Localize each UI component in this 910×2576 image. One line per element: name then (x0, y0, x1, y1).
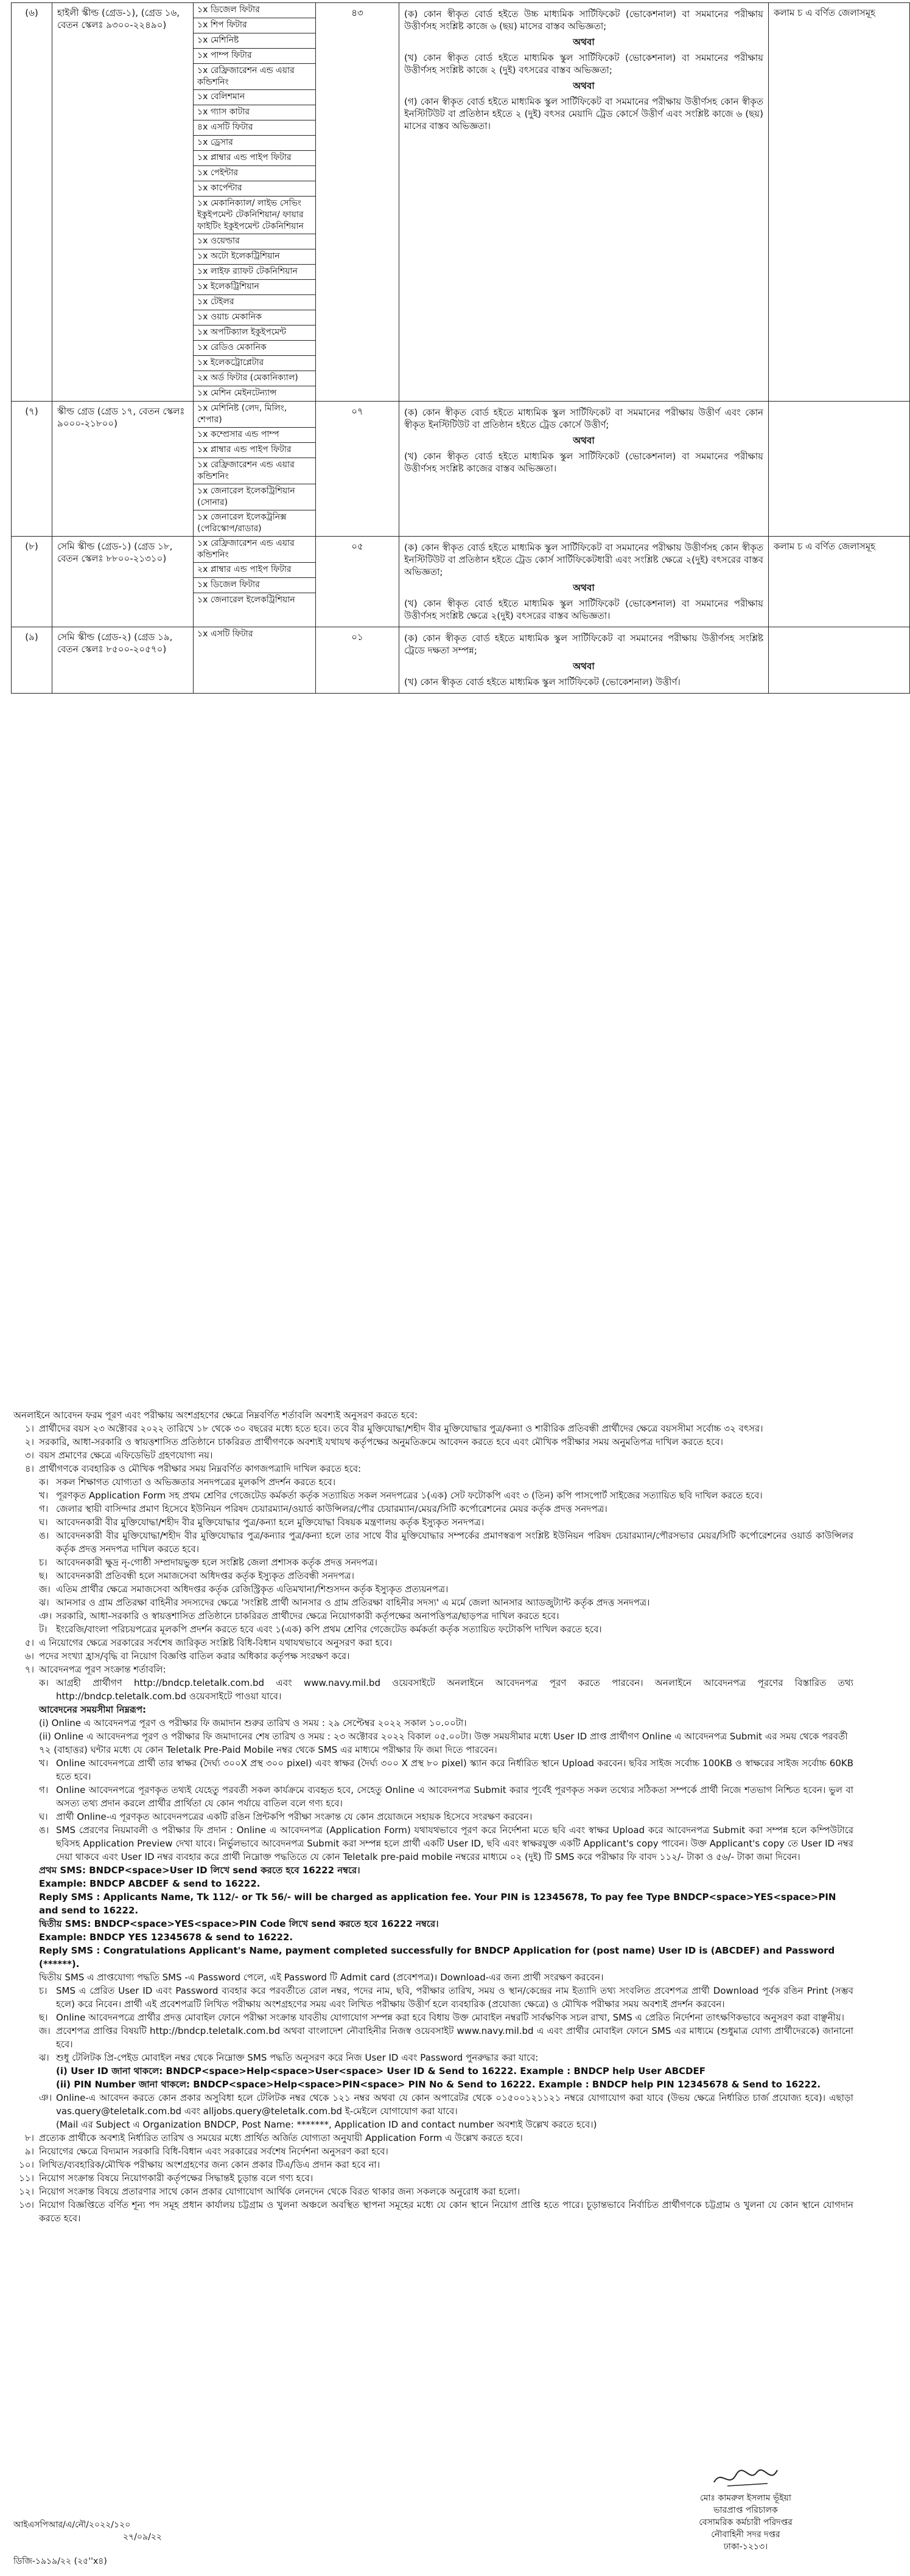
condition-item (39, 1502, 853, 1516)
signatory-office: বেসামরিক কর্মচারী পরিদপ্তর (699, 2518, 793, 2527)
trade-item: ১x রেফ্রিজারেশন এন্ড এয়ার কন্ডিশনিং (194, 537, 315, 563)
trade-item: ১x ডিজেল ফিটার (194, 3, 315, 18)
condition-text: সকল শিক্ষাগত যোগ্যতা ও অভিজ্ঞতার সনদপত্রের মূলকপি প্রদর্শন করতে হবে। (56, 1477, 336, 1488)
condition-item (39, 1475, 853, 1489)
qualification (399, 402, 769, 537)
sms-point: SMS এ প্রেরিত User ID এবং Password ব্যবহার করে পরবর্তীতে রোল নম্বর, পদের নাম, ছবি, পরীক্ষার তারিখ, সময় ও স্থান/কেন্দ্রের নাম ইত্যাদি তথ্য সংবলিত প্রবেশপত্র প্রার্থী Download পূর্বক রঙিন Print (সম্ভব হলে) করে নিবেন। প্রার্থী এই প্রবেশপত্রটি লিখিত পরীক্ষায় অংশগ্রহণের সময় এবং লিখিত পরীক্ষায় উত্তীর্ণ হলে ব্যবহারিক (প্রযোজ্য ক্ষেত্রে) ও মৌখিক পরীক্ষার সময় অবশ্যই প্রদর্শন করবেন। (56, 1985, 853, 2010)
trade-item: ১x ইলেকট্রোপ্লেটার (194, 356, 315, 371)
trade-item: ১x বেলিশমান (194, 90, 315, 105)
condition-text: সরকারি, আধা-সরকারি ও স্বায়ত্তশাসিত প্রতিষ্ঠানে চাকরিরত প্রার্থীদের ক্ষেত্রে নিয়োগকারী কর্তৃপক্ষের অনাপত্তিপত্র/ছাড়পত্র দাখিল করতে হবে। (56, 1610, 559, 1621)
condition-item (39, 1529, 853, 1556)
condition-text: জেলার স্থায়ী বাসিন্দার প্রমাণ হিসেবে ইউনিয়ন পরিষদ চেয়ারম্যান/ওয়ার্ড কাউন্সিলর/পৌর চেয়ারম্যান/মেয়র/সিটি কর্পোরেশনের মেয়র কর্তৃক প্রদত্ত সনদপত্র। (56, 1503, 607, 1514)
condition-text: এ নিয়োগের ক্ষেত্রে সরকারের সর্বশেষ জারিকৃত সংশ্লিষ্ট বিধি-বিধান যথাযথভাবে অনুসরণ করা হবে। (39, 1637, 393, 1648)
qualification-or: অথবা (573, 582, 595, 593)
qualification-item: (খ) কোন স্বীকৃত বোর্ড হইতে মাধ্যমিক স্কুল সার্টিফিকেট (ভোকেশনাল) বা সমমানের পরীক্ষায় উত্তীর্ণসহ সংশ্লিষ্ট ক্ষেত্রে ২(দুই) বৎসরের বাস্তব অভিজ্ঞতা। (404, 598, 763, 621)
footer-references (13, 2519, 162, 2567)
condition-text: সরকারি, আধা-সরকারি ও স্বায়ত্তশাসিত প্রতিষ্ঠানে চাকরিরত প্রার্থীগণকে অবশ্যই যথাযথ কর্তৃপক্ষের অনুমতিক্রমে আবেদন করতে হবে এবং মৌখিক পরীক্ষার সময় অনুমতিপত্র দাখিল করতে হবে। (39, 1436, 724, 1447)
condition-text: প্রার্থীগণকে ব্যবহারিক ও মৌখিক পরীক্ষার সময় নিম্নবর্ণিত কাগজপত্রাদি দাখিল করতে হবে: (39, 1463, 362, 1474)
post-quantity: ৪৩ (316, 3, 399, 402)
condition-text: প্রার্থীদের বয়স ২৩ অক্টোবর ২০২২ তারিখে ১৮ থেকে ৩০ বছরের মধ্যে হতে হবে। তবে বীর মুক্তিযোদ্ধা/শহীদ বীর মুক্তিযোদ্ধার পুত্র/কন্যা ও শারীরিক প্রতিবন্ধী প্রার্থীদের ক্ষেত্রে বয়সসীমা সর্বোচ্চ ৩২ বৎসর। (39, 1423, 763, 1434)
condition-item (13, 1462, 853, 1475)
condition-text: নিয়োগের ক্ষেত্রে বিদ্যমান সরকারি বিধি-বিধান এবং সরকারের সর্বশেষ নির্দেশনা অনুসরণ করা হবে। (39, 2146, 388, 2157)
condition-item (13, 1649, 853, 1663)
condition-item (13, 1422, 853, 1435)
trade-item: ১x মেকানিক্যাল/ লাইভ সেভিং ইকুইপমেন্ট টেকনিশিয়ান/ ফায়ার ফাইটিং ইকুইপমেন্ট টেকনিশিয়ান (194, 197, 315, 234)
after-sms-text: দ্বিতীয় SMS এ প্রাপ্তযোগ্য পদ্ধতি SMS -এ Password পেলে, এই Password টি Admit card (প্রবেশপত্র)। Download-এর জন্য প্রার্থী সংরক্ষণ করবেন। (39, 1972, 604, 1983)
condition-item (39, 1489, 853, 1502)
post-quantity: ০৭ (316, 402, 399, 537)
condition-item (13, 1435, 853, 1449)
trade-item: ১x টেইলর (194, 295, 315, 310)
condition-text: এতিম প্রার্থীর ক্ষেত্রে সমাজসেবা অধিদপ্তর কর্তৃক রেজিস্ট্রিকৃত এতিমখানা/শিশুসদন কর্তৃক ইস্যুকৃত প্রত্যয়নপত্র। (56, 1584, 449, 1595)
condition-text: ইংরেজি/বাংলা পরিচয়পত্রের মূলকপি প্রদর্শন করতে হবে এবং ১(এক) কপি প্রথম শ্রেণির গেজেটেড কর্মকর্তা কর্তৃক সত্যায়িত ফটোকপি দাখিল করতে হবে। (56, 1624, 602, 1635)
conditions-section (13, 1408, 853, 2225)
condition-number: জ। (39, 1584, 51, 1595)
post-name: স্কীল্ড গ্রেড (গ্রেড ১৭, বেতন স্কেলঃ ৯০০০-২১৮০০) (52, 402, 194, 537)
condition-item (13, 2185, 853, 2198)
qualification-item: (ক) কোন স্বীকৃত বোর্ড হইতে মাধ্যমিক স্কুল সার্টিফিকেট বা সমমানের পরীক্ষায় উত্তীর্ণসহ কোন স্বীকৃত ইনস্টিটিউট বা প্রতিষ্ঠান হইতে ট্রেড কোর্স সার্টিফিকেটধারী এবং সংশ্লিষ্ট ক্ষেত্রে ২(দুই) বৎসরের বাস্তব অভিজ্ঞতা; (404, 542, 763, 577)
condition-item (13, 1636, 853, 1649)
sms-point: Online আবেদনপত্রে প্রার্থীর প্রদত্ত মোবাইল ফোনে পরীক্ষা সংক্রান্ত যাবতীয় যোগাযোগ সম্পন্ন করা হবে বিধায় উক্ত মোবাইল নম্বরটি সার্বক্ষণিক সচল রাখা, SMS এ প্রেরিত নির্দেশনা তাৎক্ষণিকভাবে অনুসরণ করা বাঞ্ছনীয়। (56, 2012, 845, 2023)
posts-table (11, 2, 910, 694)
condition-number: ১। (24, 1423, 34, 1434)
post-name: সেমি স্কীল্ড (গ্রেড-১) (গ্রেড ১৮, বেতন স্কেলঃ ৮৮০০-২১৩১০) (52, 537, 194, 627)
second-sms-format: দ্বিতীয় SMS: BNDCP<space>YES<space>PIN Code লিখে send করতে হবে 16222 নম্বরে। (39, 1918, 439, 1929)
trade-item: ২x অর্ড ফিটার (মেকানিক্যাল) (194, 371, 315, 386)
memo-number: আইএসপিআর/এ/নৌ/২০২২/১২০ (13, 2520, 131, 2530)
first-sms-format: প্রথম SMS: BNDCP<space>User ID লিখে send করতে হবে 16222 নম্বরে। (39, 1865, 360, 1876)
condition-number: ১৩। (19, 2199, 34, 2210)
sms-instructions: প্রথম SMS: BNDCP<space>User ID লিখে send করতে হবে 16222 নম্বরে। Example: BNDCP ABCDEF & send to 16222. Reply SMS : Applicants Name, Tk 112/- or Tk 56/- will be charged as application fee. Your PIN is 12345678, To pay fee Type BNDCP<space>YES<space>PIN and send to 16222. দ্বিতীয় SMS: BNDCP<space>YES<space>PIN Code লিখে send করতে হবে 16222 নম্বরে। Example: BNDCP YES 12345678 & send to 16222. Reply SMS : Congratulations Applicant's Name, payment completed successfully for BNDCP Application for (post name) User ID is (ABCDEF) and Password (******). দ্বিতীয় SMS এ প্রাপ্তযোগ্য পদ্ধতি SMS -এ Password পেলে, এই Password টি Admit card (প্রবেশপত্র)। Download-এর জন্য প্রার্থী সংরক্ষণ করবেন। চ। SMS এ প্রেরিত User ID এবং Password ব্যবহার করে পরবর্তীতে রোল নম্বর, পদের নাম, ছবি, পরীক্ষার তারিখ, সময় ও স্থান/কেন্দ্রের নাম ইত্যাদি তথ্য সংবলিত প্রবেশপত্র প্রার্থী Download পূর্বক রঙিন Print (সম্ভব হলে) করে নিবেন। প্রার্থী এই প্রবেশপত্রটি লিখিত পরীক্ষায় অংশগ্রহণের সময় এবং লিখিত পরীক্ষায় উত্তীর্ণ হলে ব্যবহারিক (প্রযোজ্য ক্ষেত্রে) ও মৌখিক পরীক্ষার সময় অবশ্যই প্রদর্শন করবেন। ছ। Online আবেদনপত্রে প্রার্থীর প্রদত্ত মোবাইল ফোনে পরীক্ষা সংক্রান্ত যাবতীয় যোগাযোগ সম্পন্ন করা হবে বিধায় উক্ত মোবাইল নম্বরটি সার্বক্ষণিক সচল রাখা, SMS এ প্রেরিত নির্দেশনা তাৎক্ষণিকভাবে অনুসরণ করা বাঞ্ছনীয়। জ। প্রবেশপত্র প্রাপ্তির বিষয়টি http://bndcp.teletalk.com.bd অথবা বাংলাদেশ নৌবাহিনীর নিজস্ব ওয়েবসাইট www.navy.mil.bd এ এবং প্রার্থীর মোবাইল ফোনে SMS এর মাধ্যমে (শুধুমাত্র যোগ্য প্রার্থীদেরকে) জানানো হবে। ঝ। শুধু টেলিটক প্রি-পেইড মোবাইল নম্বর থেকে নিম্নোক্ত SMS পদ্ধতি অনুসরণ করে নিজ User ID এবং Password পুনরুদ্ধার করা যাবে: (i) User ID জানা থাকলে: BNDCP<space>Help<space>User<space> User ID & Send to 16222. Example : BNDCP help User ABCDEF (ii) PIN Number জানা থাকলে: BNDCP<space>Help<space>PIN<space> PIN No & Send to 16222. Example : BNDCP help PIN 12345678 & Send to 16222. ঞ। Online-এ আবেদন করতে কোন প্রকার অসুবিধা হলে টেলিটক নম্বর থেকে ১২১ নম্বর অথবা যে কোন অপারেটর থেকে ০১৫০০১২১১২১ নম্বরে যোগাযোগ করা যাবে (উভয় ক্ষেত্রে নির্ধারিত চার্জ প্রযোজ্য হবে)। এছাড়া vas.query@teletalk.com.bd এবং alljobs.query@teletalk.com.bd ই-মেইলে যোগাযোগ করা যাবে। (Mail এর Subject এ Organization BNDCP, Post Name: *******, Application ID and contact number অবশ্যই উল্লেখ করতে হবে।) (39, 1865, 853, 2130)
second-sms-reply: Reply SMS : Congratulations Applicant's Name, payment completed successfully for BNDCP Application for (post name) User ID is (ABCDEF) and Password (******). (39, 1945, 835, 1969)
trade-item: ১x কম্প্রেসার এন্ড পাম্প (194, 428, 315, 443)
condition-number: ১২। (19, 2186, 34, 2197)
condition-item (13, 2198, 853, 2225)
online-ka: আগ্রহী প্রার্থীগণ http://bndcp.teletalk.com.bd এবং www.navy.mil.bd ওয়েবসাইটে অনলাইনে আবেদনপত্র পূরণ করতে পারবেন। অনলাইনে আবেদনপত্র পূরণের বিস্তারিত তথ্য http://bndcp.teletalk.com.bd ওয়েবসাইটে পাওয়া যাবে। (56, 1677, 853, 1702)
condition-number: ৮। (24, 2132, 34, 2143)
qualification-item: (ক) কোন স্বীকৃত বোর্ড হইতে উচ্চ মাধ্যমিক সার্টিফিকেট (ভোকেশনাল) বা সমমানের পরীক্ষায় উত্তীর্ণসহ সংশ্লিষ্ট কাজে ৬ (ছয়) মাসের বাস্তব অভিজ্ঞতা; (404, 9, 763, 32)
condition-text: আনসার ও গ্রাম প্রতিরক্ষা বাহিনীর সদস্যদের ক্ষেত্রে 'সংশ্লিষ্ট প্রার্থী আনসার ও গ্রাম প্রতিরক্ষা বাহিনীর সদস্য' এ মর্মে জেলা আনসার অ্যাডজুট্যান্ট কর্তৃক প্রদত্ত সনদপত্র। (56, 1597, 650, 1608)
condition-item (39, 1556, 853, 1569)
condition-text: আবেদনকারী বীর মুক্তিযোদ্ধা/শহীদ বীর মুক্তিযোদ্ধার পুত্র/কন্যা হলে মুক্তিযোদ্ধা বিষয়ক মন্ত্রণালয় কর্তৃক ইস্যুকৃত সনদপত্র। (56, 1517, 485, 1528)
condition-item (39, 1609, 853, 1623)
post-serial: (৯) (12, 627, 52, 694)
qualification-or: অথবা (573, 435, 595, 446)
recovery-pin: (ii) PIN Number জানা থাকলে: BNDCP<space>Help<space>PIN<space> PIN No & Send to 16222. Example : BNDCP help PIN 12345678 & Send to 16222. (56, 2079, 821, 2090)
post-serial: (৬) (12, 3, 52, 402)
condition-number: ঙ। (39, 1530, 49, 1541)
condition-text: পূরণকৃত Application Form সহ প্রথম শ্রেণির গেজেটেড কর্মকর্তা কর্তৃক সত্যায়িত সকল সনদপত্রের ১(এক) সেট ফটোকপি এবং ৩ (তিন) কপি পাসপোর্ট সাইজের সত্যায়িত ছবি দাখিল করতে হবে। (56, 1490, 763, 1501)
trade-list (194, 3, 316, 402)
sms-point: শুধু টেলিটক প্রি-পেইড মোবাইল নম্বর থেকে নিম্নোক্ত SMS পদ্ধতি অনুসরণ করে নিজ User ID এবং Password পুনরুদ্ধার করা যাবে: (56, 2052, 539, 2063)
condition-number: ৩। (24, 1450, 34, 1461)
condition-text: নিয়োগ সংক্রান্ত বিষয়ে প্রতারণার সাথে কোন প্রকার যোগাযোগ আর্থিক লেনদেন থেকে বিরত থাকার জন্য সকলকে অনুরোধ করা হলো। (39, 2186, 520, 2197)
condition-number: ১০। (19, 2159, 34, 2170)
condition-number: ঞ। (39, 1610, 52, 1621)
intro-text: অনলাইনে আবেদন ফরম পূরণ এবং পরীক্ষায় অংশগ্রহণের ক্ষেত্রে নিম্নবর্ণিত শর্তাবলি অবশ্যই অনুসরণ করতে হবে: (13, 1410, 418, 1421)
condition-text: আবেদনকারী প্রতিবন্ধী হলে সমাজসেবা অধিদপ্তর কর্তৃক ইস্যুকৃত প্রতিবন্ধী সনদপত্র। (56, 1570, 354, 1581)
recovery-user-id: (i) User ID জানা থাকলে: BNDCP<space>Help<space>User<space> User ID & Send to 16222. Example : BNDCP help User ABCDEF (56, 2066, 705, 2076)
trade-list (194, 627, 316, 694)
qualification-item: (খ) কোন স্বীকৃত বোর্ড হইতে মাধ্যমিক স্কুল সার্টিফিকেট (ভোকেশনাল) বা সমমানের পরীক্ষায় উত্তীর্ণসহ সংশ্লিষ্ট কাজে ২ (দুই) বৎসরের বাস্তব অভিজ্ঞতা; (404, 52, 763, 75)
condition-text: আবেদনকারী বীর মুক্তিযোদ্ধা/শহীদ বীর মুক্তিযোদ্ধার পুত্র/কন্যার পুত্র/কন্যা হলে তার সাথে বীর মুক্তিযোদ্ধার সম্পর্কের প্রমাণস্বরূপ সংশ্লিষ্ট ইউনিয়ন পরিষদ চেয়ারম্যান/পৌরসভার মেয়র/সিটি কর্পোরেশনের ওয়ার্ড কাউন্সিলর কর্তৃক প্রদত্ত সনদপত্র দাখিল করতে হবে। (56, 1530, 853, 1554)
post-row (12, 537, 910, 627)
trade-list (194, 402, 316, 537)
eligible-area: কলাম চ এ বর্ণিত জেলাসমূহ (769, 3, 910, 402)
post-row (12, 402, 910, 537)
post-row (12, 627, 910, 694)
qualification-or: অথবা (573, 37, 595, 47)
qualification-item: (ক) কোন স্বীকৃত বোর্ড হইতে মাধ্যমিক স্কুল সার্টিফিকেট বা সমমানের পরীক্ষায় উত্তীর্ণসহ সংশ্লিষ্ট ট্রেডে দক্ষতা সম্পন্ন; (404, 633, 763, 656)
condition-item (39, 1582, 853, 1596)
signatory-dept: নৌবাহিনী সদর দপ্তর (711, 2530, 780, 2539)
condition-number: গ। (39, 1503, 49, 1514)
trade-item: ৪x এসটি ফিটার (194, 120, 315, 136)
condition-item (39, 1596, 853, 1609)
condition-number: ৫। (24, 1637, 34, 1648)
signatory-designation: ভারপ্রাপ্ত পরিচালক (713, 2505, 778, 2515)
sms-title: SMS প্রেরণের নিয়মাবলী ও পরীক্ষার ফি প্রদান : Online এ আবেদনপত্র (Application Form) যথাযথভাবে পূরণ করে নির্দেশনা মতে ছবি এবং স্বাক্ষর Upload করে আবেদনপত্র Submit করা সম্পন্ন হলে কম্পিউটারে ছবিসহ Application Preview দেখা যাবে। নির্ভুলভাবে আবেদনপত্র Submit করা সম্পন্ন হলে প্রার্থী একটি User ID, ছবি এবং স্বাক্ষরযুক্ত একটি Applicant's copy পাবেন। উক্ত Applicant's copy তে User ID নম্বর দেয়া থাকবে এবং User ID নম্বর ব্যবহার করে প্রার্থী নিম্নোক্ত পদ্ধতিতে যে কোন Teletalk pre-paid mobile নম্বরের মাধ্যমে ০২ (দুই) টি SMS করে পরীক্ষার ফি বাবদ ১১২/- টাকা ও ৫৬/- টাকা জমা দিবেন। (56, 1825, 853, 1862)
first-sms-reply: Reply SMS : Applicants Name, Tk 112/- or Tk 56/- will be charged as application fee. Your PIN is 12345678, To pay fee Type BNDCP<space>YES<space>PIN and send to 16222. (39, 1892, 836, 1916)
trade-item: ১x পাম্প ফিটার (194, 49, 315, 64)
trade-item: ১x প্লাম্বার এন্ড পাইপ ফিটার (194, 151, 315, 166)
trade-item: ১x জেনারেল ইলেকট্রিশিয়ান (সোনার) (194, 484, 315, 510)
dfp-number: ডিজি-১৯১৯/২২ (২৫''x৪) (13, 2557, 107, 2566)
condition-item (13, 2158, 853, 2171)
trade-item: ১x অটো ইলেকট্রিশিয়ান (194, 249, 315, 265)
trade-item: ১x অপটিক্যাল ইকুইপমেন্ট (194, 325, 315, 341)
online-kha: Online আবেদনপত্রে প্রার্থী তার স্বাক্ষর (দৈর্ঘ্য ৩০০X প্রস্থ ৩০০ pixel) এবং স্বাক্ষর (দৈর্ঘ্য ৩০০ X প্রস্থ ৮০ pixel) স্ক্যান করে নির্ধারিত স্থানে Upload করবেন। ছবির সাইজ সর্বোচ্চ 100KB ও স্বাক্ষরের সাইজ সর্বোচ্চ 60KB হতে হবে। (56, 1758, 853, 1782)
qualification (399, 627, 769, 694)
condition-text: বয়স প্রমাণের ক্ষেত্রে এফিডেভিট গ্রহণযোগ্য নয়। (39, 1450, 213, 1461)
condition-item (13, 2171, 853, 2185)
first-sms-example: Example: BNDCP ABCDEF & send to 16222. (39, 1878, 261, 1889)
condition-text: আবেদনকারী ক্ষুদ্র নৃ-গোষ্ঠী সম্প্রদায়ভুক্ত হলে সংশ্লিষ্ট জেলা প্রশাসক কর্তৃক প্রদত্ত সনদপত্র। (56, 1557, 378, 1568)
post-quantity: ০৫ (316, 537, 399, 627)
qualification (399, 537, 769, 627)
signature-scribble (645, 2464, 846, 2492)
qualification-item: (গ) কোন স্বীকৃত বোর্ড হইতে মাধ্যমিক স্কুল সার্টিফিকেট বা সমমানের পরীক্ষায় উত্তীর্ণসহ কোন স্বীকৃত ইনস্টিটিউট বা প্রতিষ্ঠান হইতে ২ (দুই) বৎসর মেয়াদি ট্রেড কোর্সে উত্তীর্ণ এবং সংশ্লিষ্ট কাজে ৬ (ছয়) মাসের বাস্তব অভিজ্ঞতা। (404, 96, 763, 131)
trade-item: ১x রেফ্রিজারেশন এন্ড এয়ার কন্ডিশনিং (194, 458, 315, 484)
eligible-area (769, 627, 910, 694)
qualification-item: (খ) কোন স্বীকৃত বোর্ড হইতে মাধ্যমিক স্কুল সার্টিফিকেট (ভোকেশনাল) উত্তীর্ণ। (404, 677, 681, 688)
condition-number: ঘ। (39, 1517, 48, 1528)
post-name: হাইলী স্কীল্ড (গ্রেড-১), (গ্রেড ১৬, বেতন স্কেলঃ ৯৩০০-২২৪৯০) (52, 3, 194, 402)
trade-item: ১x রেডিও মেকানিক (194, 341, 315, 356)
post-row (12, 3, 910, 402)
mail-subject-line: (Mail এর Subject এ Organization BNDCP, Post Name: *******, Application ID and contact number অবশ্যই উল্লেখ করতে হবে।) (56, 2119, 597, 2130)
condition-text: নিয়োগ সংক্রান্ত বিষয়ে নিয়োগকারী কর্তৃপক্ষের সিদ্ধান্তই চূড়ান্ত বলে গণ্য হবে। (39, 2173, 313, 2184)
condition-item (13, 1449, 853, 1462)
qualification-or: অথবা (573, 661, 595, 672)
qualification-item: (ক) কোন স্বীকৃত বোর্ড হইতে মাধ্যমিক স্কুল সার্টিফিকেট বা সমমানের পরীক্ষায় উত্তীর্ণ এবং কোন স্বীকৃত ইনস্টিটিউট বা প্রতিষ্ঠান হইতে ট্রেড কোর্সে উত্তীর্ণ; (404, 407, 763, 430)
trade-list (194, 537, 316, 627)
condition-text: নিয়োগ বিজ্ঞপ্তিতে বর্ণিত শূন্য পদ সমূহ প্রধান কার্যালয় চট্টগ্রাম ও খুলনা অঞ্চলে অবস্থিত স্থাপনা সমূহের মধ্যে যে কোন স্থানে নিয়োগ প্রাপ্তি হতে পারে। চূড়ান্তভাবে নির্বাচিত প্রার্থীগণকে চট্টগ্রাম ও খুলনা যে কোন স্থানে যোগদান করতে হবে। (39, 2199, 853, 2224)
post-name: সেমি স্কীল্ড (গ্রেড-২) (গ্রেড ১৯, বেতন স্কেলঃ ৮৫০০-২০৫৭০) (52, 627, 194, 694)
qualification-item: (খ) কোন স্বীকৃত বোর্ড হইতে মাধ্যমিক স্কুল সার্টিফিকেট (ভোকেশনাল) বা সমমানের পরীক্ষায় উত্তীর্ণসহ সংশ্লিষ্ট কাজের বাস্তব অভিজ্ঞতা। (404, 451, 763, 474)
condition-number: খ। (39, 1490, 49, 1501)
contact-text: Online-এ আবেদন করতে কোন প্রকার অসুবিধা হলে টেলিটক নম্বর থেকে ১২১ নম্বর অথবা যে কোন অপারেটর থেকে ০১৫০০১২১১২১ নম্বরে যোগাযোগ করা যাবে (উভয় ক্ষেত্রে নির্ধারিত চার্জ প্রযোজ্য হবে)। এছাড়া vas.query@teletalk.com.bd এবং alljobs.query@teletalk.com.bd ই-মেইলে যোগাযোগ করা যাবে। (56, 2092, 853, 2117)
condition-number: ২। (24, 1436, 34, 1447)
condition-item (13, 1663, 853, 1676)
trade-item: ১x ওয়াচ মেকানিক (194, 310, 315, 325)
trade-item: ১x জেনারেল ইলেকট্রনিক্স (পেরিস্কোপ/রাডার) (197, 512, 287, 534)
trade-item: ২x প্লাম্বার এন্ড পাইপ ফিটার (194, 563, 315, 578)
post-serial: (৭) (12, 402, 52, 537)
sms-point: প্রবেশপত্র প্রাপ্তির বিষয়টি http://bndcp.teletalk.com.bd অথবা বাংলাদেশ নৌবাহিনীর নিজস্ব ওয়েবসাইট www.navy.mil.bd এ এবং প্রার্থীর মোবাইল ফোনে SMS এর মাধ্যমে (শুধুমাত্র যোগ্য প্রার্থীদেরকে) জানানো হবে। (56, 2025, 853, 2050)
condition-item (13, 2145, 853, 2158)
post-serial: (৮) (12, 537, 52, 627)
trade-item: ১x মেশিনিষ্ট (লেদ, মিলিং, শেপার) (194, 402, 315, 428)
post-quantity: ০১ (316, 627, 399, 694)
trade-item: ১x মেশিন মেইনটেন্যান্স (197, 388, 277, 398)
trade-item: ১x গ্যাস কাটার (194, 105, 315, 120)
condition-text: পদের সংখ্যা হ্রাস/বৃদ্ধি বা নিয়োগ বিজ্ঞপ্তি বাতিল করার অধিকার কর্তৃপক্ষ সংরক্ষণ করে। (39, 1651, 350, 1662)
memo-date: ২৭/০৯/২২ (123, 2532, 163, 2542)
trade-item: ১x ড্রেসার (194, 136, 315, 151)
condition-item (39, 1569, 853, 1582)
qualification (399, 3, 769, 402)
condition-item (13, 2131, 853, 2145)
timeline-end: (ii) Online এ আবেদনপত্র পূরণ ও পরীক্ষার ফি জমাদানের শেষ তারিখ ও সময় : ২৩ অক্টোবর ২০২২ বিকাল ০৫.০০টা। উক্ত সময়সীমার মধ্যে User ID প্রাপ্ত প্রার্থীগণ Online এ আবেদনপত্র Submit এর সময় থেকে পরবর্তী ৭২ (বাহাত্তর) ঘন্টার মধ্যে যে কোন Teletalk Pre-Paid Mobile নম্বর থেকে SMS এর মাধ্যমে পরীক্ষার ফি জমা দিতে পারবেন। (39, 1731, 848, 1755)
trade-item: ১x প্লাম্বার এন্ড পাইপ ফিটার (194, 443, 315, 458)
condition-number: ৬। (24, 1651, 34, 1662)
condition-number: ঝ। (39, 1597, 49, 1608)
online-ga: Online আবেদনপত্রে পূরণকৃত তথ্যই যেহেতু পরবর্তী সকল কার্যক্রমে ব্যবহৃত হবে, সেহেতু Online এ আবেদনপত্র Submit করার পূর্বেই পূরণকৃত সকল তথ্যের সঠিকতা সম্পর্কে প্রার্থী নিজে শতভাগ নিশ্চিত হবেন। ভুল বা অসত্য তথ্য প্রদান করলে প্রার্থীর প্রার্থিতা যে কোন পর্যায়ে বাতিল বলে গণ্য হবে। (56, 1784, 853, 1809)
trade-item: ১x কার্পেন্টার (194, 181, 315, 197)
eligible-area (769, 402, 910, 537)
condition-number: ৭। (24, 1664, 34, 1675)
trade-item: ১x ইলেকট্রিশিয়ান (194, 280, 315, 295)
condition-number: ট। (39, 1624, 47, 1635)
condition-number: ক। (39, 1477, 49, 1488)
online-gha: প্রার্থী Online-এ পূরণকৃত আবেদনপত্রের একটি রঙিন প্রিন্টকপি পরীক্ষা সংক্রান্ত যে কোন প্রয়োজনে সহায়ক হিসেবে সংরক্ষণ করবেন। (56, 1811, 533, 1822)
timeline-start: (i) Online এ আবেদনপত্র পূরণ ও পরীক্ষার ফি জমাদান শুরুর তারিখ ও সময় : ২৯ সেপ্টেম্বর ২০২২ সকাল ১০.০০টা। (39, 1718, 467, 1728)
trade-item: ১x ওয়েল্ডার (194, 234, 315, 249)
condition-number: ছ। (39, 1570, 48, 1581)
trade-item: ১x মেশিনিষ্ট (194, 33, 315, 49)
condition-number: ১১। (19, 2173, 34, 2184)
condition-number: ৪। (24, 1463, 34, 1474)
condition-item (39, 1516, 853, 1529)
condition-item (39, 1623, 853, 1636)
signatory-city: ঢাকা-১২১৩। (723, 2542, 768, 2552)
condition-number: চ। (39, 1557, 47, 1568)
trade-item: ১x ডিজেল ফিটার (194, 578, 315, 593)
condition-text: লিখিত/ব্যবহারিক/মৌখিক পরীক্ষায় অংশগ্রহণের জন্য কোন প্রকার টিএ/ডিএ প্রদান করা হবে না। (39, 2159, 380, 2170)
condition-number: ৯। (24, 2146, 34, 2157)
qualification-or: অথবা (573, 80, 595, 91)
trade-item: ১x লাইফ র‌্যাফট টেকনিশিয়ান (194, 265, 315, 280)
signatory-name: মোঃ কামরুল ইসলাম ভূঁইয়া (700, 2493, 791, 2503)
signature-block (645, 2464, 846, 2553)
timeline-title: আবেদনের সময়সীমা নিম্নরূপ: (39, 1704, 147, 1715)
trade-item: ১x রেফ্রিজারেশন এন্ড এয়ার কন্ডিশনিং (194, 64, 315, 90)
trade-item: ১x পেইন্টার (194, 166, 315, 181)
second-sms-example: Example: BNDCP YES 12345678 & send to 16222. (39, 1932, 293, 1943)
trade-item: ১x জেনারেল ইলেকট্রিশিয়ান (197, 595, 295, 605)
online-instructions: ক। আগ্রহী প্রার্থীগণ http://bndcp.teletalk.com.bd এবং www.navy.mil.bd ওয়েবসাইটে অনলাইনে আবেদনপত্র পূরণ করতে পারবেন। অনলাইনে আবেদনপত্র পূরণের বিস্তারিত তথ্য http://bndcp.teletalk.com.bd ওয়েবসাইটে পাওয়া যাবে। আবেদনের সময়সীমা নিম্নরূপ: (i) Online এ আবেদনপত্র পূরণ ও পরীক্ষার ফি জমাদান শুরুর তারিখ ও সময় : ২৯ সেপ্টেম্বর ২০২২ সকাল ১০.০০টা। (ii) Online এ আবেদনপত্র পূরণ ও পরীক্ষার ফি জমাদানের শেষ তারিখ ও সময় : ২৩ অক্টোবর ২০২২ বিকাল ০৫.০০টা। উক্ত সময়সীমার মধ্যে User ID প্রাপ্ত প্রার্থীগণ Online এ আবেদনপত্র Submit এর সময় থেকে পরবর্তী ৭২ (বাহাত্তর) ঘন্টার মধ্যে যে কোন Teletalk Pre-Paid Mobile নম্বর থেকে SMS এর মাধ্যমে পরীক্ষার ফি জমা দিতে পারবেন। খ। Online আবেদনপত্রে প্রার্থী তার স্বাক্ষর (দৈর্ঘ্য ৩০০X প্রস্থ ৩০০ pixel) এবং স্বাক্ষর (দৈর্ঘ্য ৩০০ X প্রস্থ ৮০ pixel) স্ক্যান করে নির্ধারিত স্থানে Upload করবেন। ছবির সাইজ সর্বোচ্চ 100KB ও স্বাক্ষরের সাইজ সর্বোচ্চ 60KB হতে হবে। গ। Online আবেদনপত্রে পূরণকৃত তথ্যই যেহেতু পরবর্তী সকল কার্যক্রমে ব্যবহৃত হবে, সেহেতু Online এ আবেদনপত্র Submit করার পূর্বেই পূরণকৃত সকল তথ্যের সঠিকতা সম্পর্কে প্রার্থী নিজে শতভাগ নিশ্চিত হবেন। ভুল বা অসত্য তথ্য প্রদান করলে প্রার্থীর প্রার্থিতা যে কোন পর্যায়ে বাতিল বলে গণ্য হবে। ঘ। প্রার্থী Online-এ পূরণকৃত আবেদনপত্রের একটি রঙিন প্রিন্টকপি পরীক্ষা সংক্রান্ত যে কোন প্রয়োজনে সহায়ক হিসেবে সংরক্ষণ করবেন। ঙ। SMS প্রেরণের নিয়মাবলী ও পরীক্ষার ফি প্রদান : Online এ আবেদনপত্র (Application Form) যথাযথভাবে পূরণ করে নির্দেশনা মতে ছবি এবং স্বাক্ষর Upload করে আবেদনপত্র Submit করা সম্পন্ন হলে কম্পিউটারে ছবিসহ Application Preview দেখা যাবে। নির্ভুলভাবে আবেদনপত্র Submit করা সম্পন্ন হলে প্রার্থী একটি User ID, ছবি এবং স্বাক্ষরযুক্ত একটি Applicant's copy পাবেন। উক্ত Applicant's copy তে User ID নম্বর দেয়া থাকবে এবং User ID নম্বর ব্যবহার করে প্রার্থী নিম্নোক্ত পদ্ধতিতে যে কোন Teletalk pre-paid mobile নম্বরের মাধ্যমে ০২ (দুই) টি SMS করে পরীক্ষার ফি বাবদ ১১২/- টাকা ও ৫৬/- টাকা জমা দিবেন। (39, 1677, 853, 1862)
trade-item: ১x এসটি ফিটার (197, 629, 253, 639)
condition-text: প্রত্যেক প্রার্থীকে অবশ্যই নির্ধারিত তারিখ ও সময়ের মধ্যে প্রার্থিত অর্জিত যোগ্যতা অনুযায়ী Application Form এ উল্লেখ করতে হবে। (39, 2132, 523, 2143)
trade-item: ১x শিপ ফিটার (194, 18, 315, 33)
condition-text: আবেদনপত্র পূরণ সংক্রান্ত শর্তাবলি: (39, 1664, 166, 1675)
eligible-area: কলাম চ এ বর্ণিত জেলাসমূহ (769, 537, 910, 627)
